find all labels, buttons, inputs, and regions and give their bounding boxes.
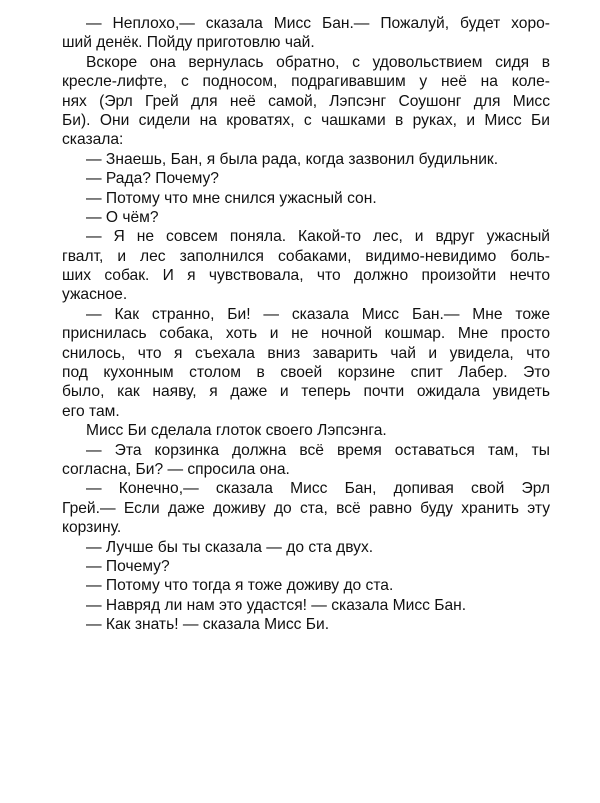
text-line: под кухонным столом в своей корзине спит Лабер. Это — [62, 364, 550, 382]
text-line: ших собак. И я чувствовала, что должно произойти нечто — [62, 267, 550, 285]
page-text — [62, 14, 550, 635]
text-line: — Знаешь, Бан, я была рада, когда зазвонил будильник. — [86, 150, 499, 168]
text-line: Мисс Би сделала глоток своего Лэпсэнга. — [86, 422, 387, 440]
text-line: его там. — [62, 402, 120, 420]
text-line: — Навряд ли нам это удастся! — сказала Мисс Бан. — [86, 596, 467, 614]
text-line: Грей.— Если даже доживу до ста, всё равно буду хранить эту — [62, 499, 550, 517]
text-line: согласна, Би? — спросила она. — [62, 460, 290, 478]
text-line: — Я не совсем поняла. Какой-то лес, и вдруг ужасный — [86, 228, 550, 246]
text-line: — Рада? Почему? — [86, 170, 219, 188]
text-line: приснилась собака, хоть и не ночной кошмар. Мне просто — [62, 325, 550, 343]
text-line: — Эта корзинка должна всё время оставаться там, ты — [86, 441, 550, 459]
text-line: — Лучше бы ты сказала — до ста двух. — [86, 538, 374, 556]
text-line: Би). Они сидели на кроватях, с чашками в руках, и Мисс Би — [62, 111, 550, 129]
text-line: кресле-лифте, с подносом, подрагивавшим у неё на коле- — [62, 73, 550, 91]
text-line: Вскоре она вернулась обратно, с удовольствием сидя в — [86, 53, 550, 71]
text-line: нях (Эрл Грей для неё самой, Лэпсэнг Соушонг для Мисс — [62, 92, 550, 110]
text-line: снилось, что я съехала вниз заварить чай и увидела, что — [62, 344, 550, 362]
text-line: — Потому что тогда я тоже доживу до ста. — [86, 577, 394, 595]
text-line: ший денёк. Пойду приготовлю чай. — [62, 34, 315, 52]
text-line: — Почему? — [86, 557, 170, 575]
text-line: — Неплохо,— сказала Мисс Бан.— Пожалуй, будет хоро- — [86, 15, 550, 32]
text-line: — Как знать! — сказала Мисс Би. — [86, 616, 330, 634]
text-line: ужасное. — [62, 286, 128, 304]
text-line: — О чём? — [86, 208, 159, 226]
text-line: гвалт, и лес заполнился собаками, видимо-невидимо боль- — [62, 247, 550, 265]
text-line: — Как странно, Би! — сказала Мисс Бан.— Мне тоже — [86, 305, 550, 323]
text-line: было, как наяву, я даже и теперь почти ожидала увидеть — [62, 383, 550, 401]
text-line: корзину. — [62, 519, 122, 537]
text-line: — Потому что мне снился ужасный сон. — [86, 189, 377, 207]
text-line: — Конечно,— сказала Мисс Бан, допивая свой Эрл — [86, 480, 550, 498]
text-line: сказала: — [62, 131, 124, 149]
